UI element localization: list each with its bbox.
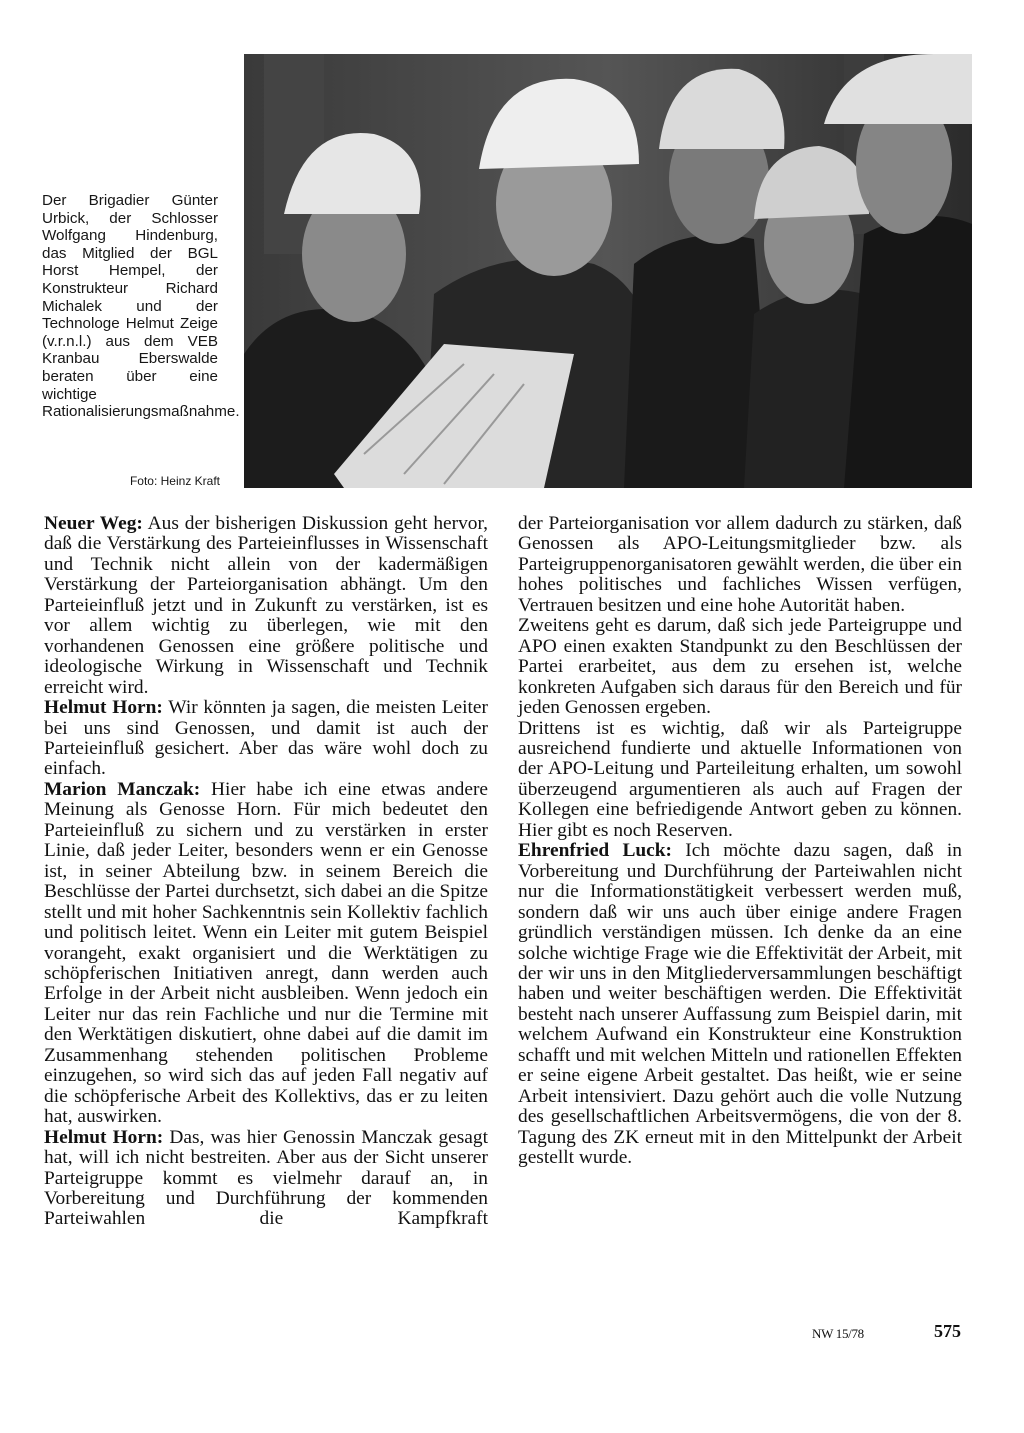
paragraph-text: Hier habe ich eine etwas andere Meinung als Genosse Horn. Für mich bedeutet den Parteieinfluß zu sichern und zu verstärken in erster Linie, daß jeder Leiter, besonders wenn er ein Genosse ist, in seiner Abteilung bzw. in seinem Bereich die Beschlüsse der Partei durchsetzt, sich dabei an die Spitze stellt und mit hoher Sachkenntnis sein Kollektiv fachlich und politisch leitet. Wenn ein Leiter mit gutem Beispiel vorangeht, exakt organisiert und die Werktätigen zu schöpferischen Initiativen anregt, dann werden auch Erfolge in der Arbeit nicht ausbleiben. Wenn jedoch ein Leiter nur das rein Fachliche und nur die Termine mit den Werktätigen diskutiert, ohne dabei auf die damit im Zusammenhang stehenden politischen Probleme einzugehen, so wird sich das auf jeden Fall negativ auf die schöpferische Arbeit des Kollektivs, das er zu leiten hat, auswirken. (44, 778, 489, 1128)
speaker-name: Helmut Horn: (44, 697, 163, 719)
paragraph-text: Ich möchte dazu sagen, daß in Vorbereitung und Durchführung der Parteiwahlen nicht nur die Informationstätigkeit verbessert werden muß, sondern daß wir uns auch über einige andere Fragen gründlich verständigen müssen. Ich denke da an eine solche wichtige Frage wie die Effektivität der Arbeit, mit der wir uns in den Mitgliederversammlungen beschäftigt haben und weiter beschäftigen werden. Die Effektivität besteht nach unserer Auffassung zum Beispiel darin, mit welchem Aufwand ein Konstrukteur eine Konstruktion schafft und mit welchen Mitteln und rationellen Effekten er seine eigene Arbeit gestaltet. Das heißt, wie er seine Arbeit intensiviert. Dazu gehört auch die volle Nutzung des gesellschaftlichen Arbeitsvermögens, die von der 8. Tagung des ZK erneut mit in den Mittelpunkt der Arbeit gestellt wurde. (518, 840, 962, 1169)
paragraph-text: der Parteiorganisation vor allem dadurch zu stärken, daß Genossen als APO-Leitungsmitglieder bzw. als Parteigruppenorganisatoren gewählt werden, die über ein hohes politisches und fachliches Wissen verfügen, Vertrauen besitzen und eine hohe Autorität haben. (518, 513, 962, 616)
paragraph-text: Das, was hier Genossin Manczak gesagt hat, will ich nicht bestreiten. Aber aus der Sicht unserer Parteigruppe kommt es vielmehr darauf an, in Vorbereitung und Durchführung der kommenden Parteiwahlen die Kampfkraft (44, 1126, 488, 1230)
paragraph (44, 780, 488, 1128)
paragraph (518, 841, 962, 1168)
paragraph (518, 719, 962, 842)
paragraph-text: Drittens ist es wichtig, daß wir als Parteigruppe ausreichend fundierte und aktuelle Informationen von der APO-Leitung und Parteileitung erhalten, um sowohl überzeugend argumentieren als auch auf Fragen der Kollegen eine befriedigende Antwort geben zu können. Hier gibt es noch Reserven. (518, 717, 962, 841)
photo-credit: Foto: Heinz Kraft (129, 474, 220, 488)
photo-workers-in-hard-hats-icon (244, 54, 972, 488)
paragraph (518, 616, 962, 718)
paragraph (44, 698, 488, 780)
article-column-right (518, 514, 962, 1169)
speaker-name: Marion Manczak: (44, 778, 201, 800)
speaker-name: Helmut Horn: (44, 1126, 164, 1148)
paragraph-text: Aus der bisherigen Diskussion geht hervor, daß die Verstärkung des Parteieinflusses in Wissenschaft und Technik nicht allein von der kadermäßigen Verstärkung der Parteiorganisation abhängt. Um den Parteieinfluß jetzt und in Zukunft zu verstärken, ist es vor allem wichtig zu überlegen, wie mit den vorhandenen Genossen eine größere politische und ideologische Wirkung in Wissenschaft und Technik erreicht wird. (44, 513, 488, 698)
paragraph (44, 514, 488, 698)
paragraph-text: Zweitens geht es darum, daß sich jede Parteigruppe und APO einen exakten Standpunkt zu den Beschlüssen der Partei erarbeitet, aus dem zu ersehen ist, welche konkreten Aufgaben sich daraus für den Bereich und für jeden Genossen ergeben. (518, 615, 962, 719)
paragraph (44, 1128, 488, 1230)
article-photo (244, 54, 972, 488)
paragraph-text: Wir könnten ja sagen, die meisten Leiter bei uns sind Genossen, und damit ist auch der Parteieinfluß gesichert. Aber das wäre wohl doch zu einfach. (44, 697, 488, 780)
paragraph (518, 514, 962, 616)
speaker-name: Ehrenfried Luck: (518, 840, 673, 862)
article-column-left (44, 514, 488, 1230)
page-number: 575 (934, 1321, 961, 1341)
speaker-name: Neuer Weg: (44, 513, 143, 534)
photo-caption: Der Brigadier Günter Urbick, der Schlosser Wolfgang Hindenburg, das Mitglied der BGL Horst Hempel, der Konstrukteur Richard Michalek und der Technologe Helmut Zeige (v.r.n.l.) aus dem VEB Kranbau Eberswalde beraten über eine wichtige Rationalisierungsmaßnahme. (42, 192, 240, 421)
issue-number: NW 15/78 (812, 1326, 864, 1341)
